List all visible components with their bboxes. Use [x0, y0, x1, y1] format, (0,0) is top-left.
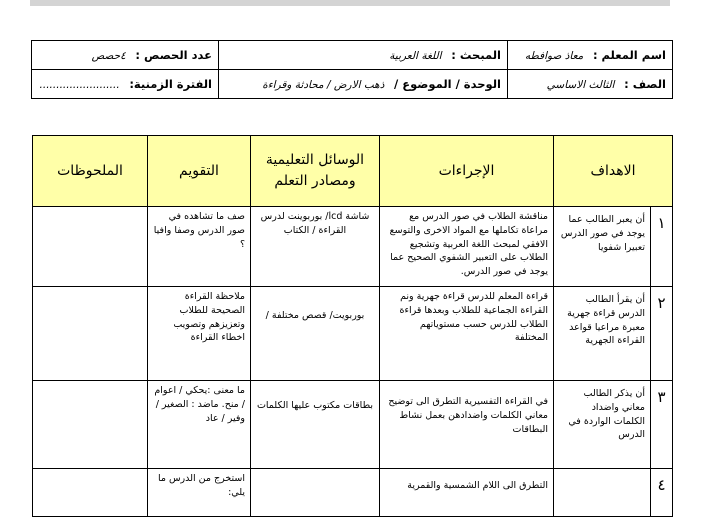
procedure-cell: قراءة المعلم للدرس قراءة جهرية ونم القراءة الجماعية للطلاب وبعدها قراءة الطلاب للدرس حسب مستوياتهم المختلفة: [380, 287, 554, 381]
lesson-plan-table: [32, 135, 673, 517]
evaluation-cell: ما معنى :يحكي / اعوام / منح. ماضد : الصغير / وفير / عاد: [148, 381, 251, 469]
teacher-cell: [508, 41, 673, 70]
subject-label: المبحث :: [451, 48, 501, 62]
plan-header-row: [33, 136, 673, 207]
lesson-info-table: [31, 40, 673, 99]
note-cell: [33, 207, 148, 287]
procedures-header: الإجراءات: [380, 136, 554, 207]
resource-cell: بطاقات مكتوب عليها الكلمات: [251, 381, 380, 469]
procedure-cell: في القراءة التفسيرية التطرق الى توضيح معاني الكلمات واضدادهن بعمل نشاط البطاقات: [380, 381, 554, 469]
subject-cell: [219, 41, 508, 70]
notes-header: الملحوظات: [33, 136, 148, 207]
row-number: ٢: [651, 287, 673, 381]
goals-header: الاهداف: [554, 136, 673, 207]
teacher-label: اسم المعلم :: [592, 48, 666, 62]
resource-cell: شاشة lcd/ بوربوينت لدرس القراءة / الكتاب: [251, 207, 380, 287]
table-row: [33, 469, 673, 517]
table-row: [33, 287, 673, 381]
goal-cell: [554, 469, 651, 517]
goal-cell: أن يقرأ الطالب الدرس قراءة جهرية معبرة مراعيا قواعد القراءة الجهرية: [554, 287, 651, 381]
timeframe-label: الفترة الزمنية:: [129, 77, 212, 91]
note-cell: [33, 287, 148, 381]
top-gray-bar: [30, 0, 670, 6]
unit-cell: [219, 70, 508, 99]
note-cell: [33, 381, 148, 469]
table-row: [33, 381, 673, 469]
subject-value: اللغة العربية: [389, 50, 442, 62]
periods-value: ٤حصص: [91, 50, 126, 62]
evaluation-cell: ملاحظة القراءة الصحيحة للطلاب وتعزيزهم وتصويب اخطاء القراءة: [148, 287, 251, 381]
unit-value: ذهب الارض / محادثة وقراءة: [262, 79, 385, 91]
evaluation-cell: صف ما تشاهده في صور الدرس وصفا وافيا ؟: [148, 207, 251, 287]
grade-label: الصف :: [624, 77, 666, 91]
teacher-name: معاذ صوافطه: [524, 50, 584, 62]
row-number: ١: [651, 207, 673, 287]
goal-cell: أن يعبر الطالب عما يوجد في صور الدرس تعبيرا شفويا: [554, 207, 651, 287]
unit-label: الوحدة / الموضوع /: [394, 77, 501, 91]
table-row: [33, 207, 673, 287]
grade-value: الثالث الاساسي: [546, 79, 615, 91]
goal-cell: أن يذكر الطالب معاني واضداد الكلمات الواردة في الدرس: [554, 381, 651, 469]
resource-cell: بوربويت/ قصص مختلفة /: [251, 287, 380, 381]
evaluation-header: التقويم: [148, 136, 251, 207]
periods-label: عدد الحصص :: [135, 48, 212, 62]
resource-cell: [251, 469, 380, 517]
note-cell: [33, 469, 148, 517]
grade-cell: [508, 70, 673, 99]
evaluation-cell: استخرج من الدرس ما يلي:: [148, 469, 251, 517]
procedure-cell: التطرق الى اللام الشمسية والقمرية: [380, 469, 554, 517]
procedure-cell: مناقشة الطلاب في صور الدرس مع مراعاة تكاملها مع المواد الاخرى والتوسع الافقي لمبحث اللغة العربية وتشجيع الطلاب على التعبير الشفوي الصحيح عما يوجد في صور الدرس.: [380, 207, 554, 287]
timeframe-cell: [32, 70, 219, 99]
periods-cell: [32, 41, 219, 70]
row-number: ٤: [651, 469, 673, 517]
row-number: ٣: [651, 381, 673, 469]
timeframe-value: ........................: [39, 79, 120, 91]
resources-header: الوسائل التعليمية ومصادر التعلم: [251, 136, 380, 207]
